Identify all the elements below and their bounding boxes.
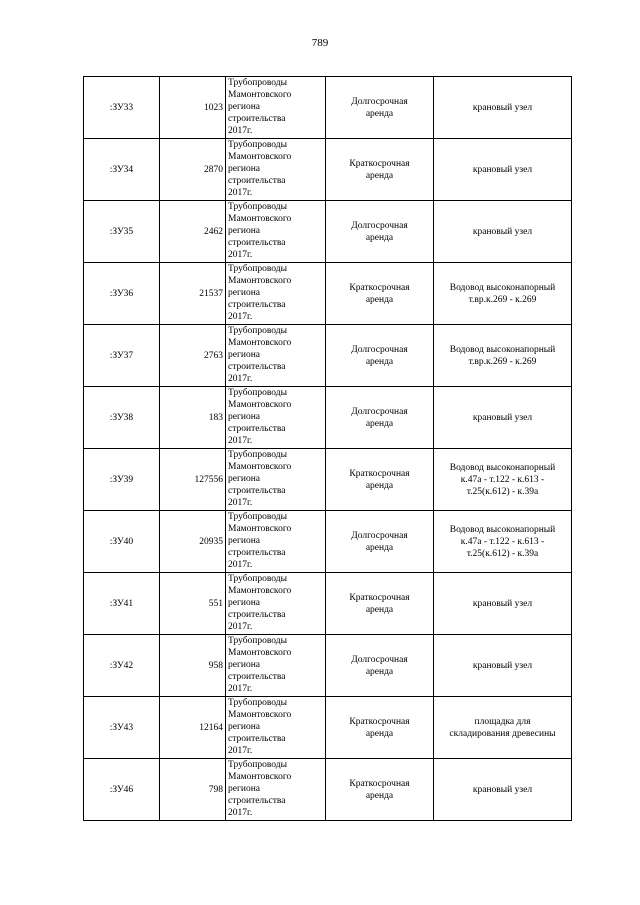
purpose-cell-line: региона (228, 226, 260, 236)
purpose-cell-line: региона (228, 598, 260, 608)
table-row (84, 77, 572, 139)
purpose-cell-line: строительства (228, 548, 286, 558)
plot-id-cell: :ЗУ34 (84, 139, 160, 201)
lease-type-cell-line: аренда (365, 728, 394, 739)
purpose-cell-line: 2017г. (228, 622, 253, 632)
purpose-cell-line: региона (228, 722, 260, 732)
purpose-cell-line: Трубопроводы (228, 78, 287, 88)
purpose-cell-line: 2017г. (228, 250, 253, 260)
purpose-cell-line: Трубопроводы (228, 140, 287, 150)
purpose-cell-line: строительства (228, 610, 286, 620)
purpose-cell-line: строительства (228, 796, 286, 806)
object-cell-line: крановый узел (472, 102, 533, 113)
lease-type-cell (326, 387, 434, 449)
object-cell-line: крановый узел (472, 784, 533, 795)
lease-type-cell-line: аренда (365, 418, 394, 429)
table-row (84, 697, 572, 759)
table-row (84, 635, 572, 697)
lease-type-cell (326, 573, 434, 635)
purpose-cell (226, 263, 326, 325)
purpose-cell (226, 573, 326, 635)
plot-id-cell: :ЗУ33 (84, 77, 160, 139)
object-cell-line: т.вр.к.269 - к.269 (468, 294, 537, 305)
purpose-cell-line: строительства (228, 672, 286, 682)
purpose-cell-line: строительства (228, 238, 286, 248)
plot-id-cell: :ЗУ41 (84, 573, 160, 635)
purpose-cell-line: Трубопроводы (228, 760, 287, 770)
purpose-cell-line: 2017г. (228, 684, 253, 694)
lease-type-cell-line: Краткосрочная (349, 468, 410, 479)
plot-area-cell: 2870 (160, 139, 226, 201)
purpose-cell-line: 2017г. (228, 374, 253, 384)
object-cell-line: к.47а - т.122 - к.613 - (460, 474, 545, 485)
purpose-cell (226, 697, 326, 759)
purpose-cell-line: 2017г. (228, 126, 253, 136)
object-cell-line: крановый узел (472, 226, 533, 237)
object-cell-line: крановый узел (472, 412, 533, 423)
plot-area-cell: 798 (160, 759, 226, 821)
purpose-cell-line: Трубопроводы (228, 698, 287, 708)
purpose-cell-line: региона (228, 412, 260, 422)
table-row (84, 511, 572, 573)
lease-type-cell-line: Краткосрочная (349, 716, 410, 727)
purpose-cell-line: строительства (228, 300, 286, 310)
purpose-cell-line: Мамонтовского (228, 276, 292, 286)
object-cell (434, 635, 572, 697)
lease-type-cell-line: аренда (365, 232, 394, 243)
lease-type-cell-line: аренда (365, 604, 394, 615)
purpose-cell (226, 387, 326, 449)
object-cell (434, 449, 572, 511)
lease-type-cell-line: аренда (365, 108, 394, 119)
object-cell-line: т.25(к.612) - к.39а (466, 486, 539, 497)
table-row (84, 387, 572, 449)
object-cell (434, 201, 572, 263)
purpose-cell-line: Трубопроводы (228, 264, 287, 274)
plot-area-cell: 183 (160, 387, 226, 449)
purpose-cell-line: региона (228, 660, 260, 670)
lease-type-cell (326, 511, 434, 573)
plot-area-cell: 12164 (160, 697, 226, 759)
object-cell (434, 139, 572, 201)
plot-area-cell: 1023 (160, 77, 226, 139)
object-cell-line: т.вр.к.269 - к.269 (468, 356, 537, 367)
purpose-cell-line: Трубопроводы (228, 512, 287, 522)
lease-type-cell-line: Долгосрочная (351, 344, 408, 355)
lease-type-cell-line: аренда (365, 790, 394, 801)
lease-type-cell-line: Долгосрочная (351, 220, 408, 231)
plot-area-cell: 958 (160, 635, 226, 697)
object-cell-line: Водовод высоконапорный (449, 344, 556, 355)
purpose-cell (226, 325, 326, 387)
table-row (84, 201, 572, 263)
object-cell (434, 573, 572, 635)
table-body (84, 77, 572, 821)
purpose-cell-line: 2017г. (228, 312, 253, 322)
purpose-cell-line: региона (228, 536, 260, 546)
lease-type-cell-line: Краткосрочная (349, 158, 410, 169)
purpose-cell-line: строительства (228, 114, 286, 124)
purpose-cell-line: Трубопроводы (228, 636, 287, 646)
purpose-cell-line: 2017г. (228, 188, 253, 198)
object-cell (434, 511, 572, 573)
purpose-cell-line: Мамонтовского (228, 338, 292, 348)
lease-type-cell (326, 325, 434, 387)
object-cell (434, 387, 572, 449)
lease-type-cell (326, 77, 434, 139)
lease-type-cell-line: аренда (365, 170, 394, 181)
purpose-cell-line: региона (228, 102, 260, 112)
object-cell-line: Водовод высоконапорный (449, 462, 556, 473)
page-number: 789 (311, 37, 329, 49)
lease-type-cell-line: Краткосрочная (349, 778, 410, 789)
table-row (84, 139, 572, 201)
purpose-cell-line: Мамонтовского (228, 214, 292, 224)
object-cell (434, 263, 572, 325)
lease-type-cell (326, 139, 434, 201)
purpose-cell-line: Мамонтовского (228, 400, 292, 410)
purpose-cell-line: строительства (228, 486, 286, 496)
lease-type-cell (326, 697, 434, 759)
purpose-cell-line: Трубопроводы (228, 202, 287, 212)
object-cell-line: крановый узел (472, 660, 533, 671)
plot-id-cell: :ЗУ40 (84, 511, 160, 573)
purpose-cell-line: Трубопроводы (228, 388, 287, 398)
purpose-cell-line: 2017г. (228, 498, 253, 508)
object-cell-line: крановый узел (472, 164, 533, 175)
purpose-cell (226, 201, 326, 263)
lease-type-cell-line: аренда (365, 294, 394, 305)
purpose-cell-line: региона (228, 164, 260, 174)
purpose-cell (226, 511, 326, 573)
purpose-cell (226, 77, 326, 139)
purpose-cell-line: Трубопроводы (228, 450, 287, 460)
lease-type-cell-line: аренда (365, 542, 394, 553)
purpose-cell-line: 2017г. (228, 436, 253, 446)
plot-area-cell: 2462 (160, 201, 226, 263)
object-cell-line: площадка для (474, 716, 531, 727)
lease-type-cell-line: аренда (365, 356, 394, 367)
object-cell-line: к.47а - т.122 - к.613 - (460, 536, 545, 547)
plot-id-cell: :ЗУ42 (84, 635, 160, 697)
purpose-cell (226, 449, 326, 511)
purpose-cell-line: строительства (228, 734, 286, 744)
purpose-cell-line: Мамонтовского (228, 648, 292, 658)
lease-type-cell-line: Долгосрочная (351, 530, 408, 541)
object-cell-line: т.25(к.612) - к.39а (466, 548, 539, 559)
lease-type-cell (326, 635, 434, 697)
object-cell (434, 759, 572, 821)
lease-type-cell-line: Краткосрочная (349, 282, 410, 293)
purpose-cell-line: Мамонтовского (228, 152, 292, 162)
purpose-cell-line: строительства (228, 362, 286, 372)
plot-area-cell: 21537 (160, 263, 226, 325)
lease-type-cell (326, 449, 434, 511)
plot-area-cell: 2763 (160, 325, 226, 387)
lease-type-cell-line: аренда (365, 480, 394, 491)
purpose-cell (226, 139, 326, 201)
purpose-cell-line: региона (228, 784, 260, 794)
purpose-cell-line: Мамонтовского (228, 462, 292, 472)
table-row (84, 263, 572, 325)
table-row (84, 449, 572, 511)
plot-id-cell: :ЗУ46 (84, 759, 160, 821)
lease-type-cell (326, 201, 434, 263)
purpose-cell-line: региона (228, 350, 260, 360)
purpose-cell-line: Мамонтовского (228, 710, 292, 720)
plot-id-cell: :ЗУ38 (84, 387, 160, 449)
purpose-cell-line: Мамонтовского (228, 524, 292, 534)
lease-type-cell-line: Долгосрочная (351, 654, 408, 665)
object-cell (434, 325, 572, 387)
plot-id-cell: :ЗУ35 (84, 201, 160, 263)
lease-type-cell-line: Краткосрочная (349, 592, 410, 603)
table-row (84, 759, 572, 821)
object-cell-line: Водовод высоконапорный (449, 282, 556, 293)
purpose-cell-line: Трубопроводы (228, 326, 287, 336)
plot-area-cell: 127556 (160, 449, 226, 511)
plot-id-cell: :ЗУ36 (84, 263, 160, 325)
purpose-cell-line: региона (228, 288, 260, 298)
object-cell (434, 77, 572, 139)
lease-type-cell (326, 759, 434, 821)
table-row (84, 573, 572, 635)
lease-type-cell-line: аренда (365, 666, 394, 677)
plot-id-cell: :ЗУ39 (84, 449, 160, 511)
object-cell-line: Водовод высоконапорный (449, 524, 556, 535)
plot-id-cell: :ЗУ37 (84, 325, 160, 387)
purpose-cell-line: региона (228, 474, 260, 484)
lease-type-cell-line: Долгосрочная (351, 96, 408, 107)
object-cell-line: крановый узел (472, 598, 533, 609)
purpose-cell (226, 635, 326, 697)
purpose-cell-line: Трубопроводы (228, 574, 287, 584)
lease-type-cell-line: Долгосрочная (351, 406, 408, 417)
object-cell (434, 697, 572, 759)
purpose-cell-line: строительства (228, 424, 286, 434)
purpose-cell-line: 2017г. (228, 808, 253, 818)
lease-type-cell (326, 263, 434, 325)
land-plots-table (83, 76, 572, 821)
plot-area-cell: 551 (160, 573, 226, 635)
purpose-cell-line: строительства (228, 176, 286, 186)
purpose-cell-line: Мамонтовского (228, 90, 292, 100)
purpose-cell-line: Мамонтовского (228, 586, 292, 596)
purpose-cell-line: 2017г. (228, 746, 253, 756)
purpose-cell-line: Мамонтовского (228, 772, 292, 782)
table-row (84, 325, 572, 387)
purpose-cell-line: 2017г. (228, 560, 253, 570)
plot-area-cell: 20935 (160, 511, 226, 573)
plot-id-cell: :ЗУ43 (84, 697, 160, 759)
purpose-cell (226, 759, 326, 821)
object-cell-line: складирования древесины (449, 728, 556, 739)
